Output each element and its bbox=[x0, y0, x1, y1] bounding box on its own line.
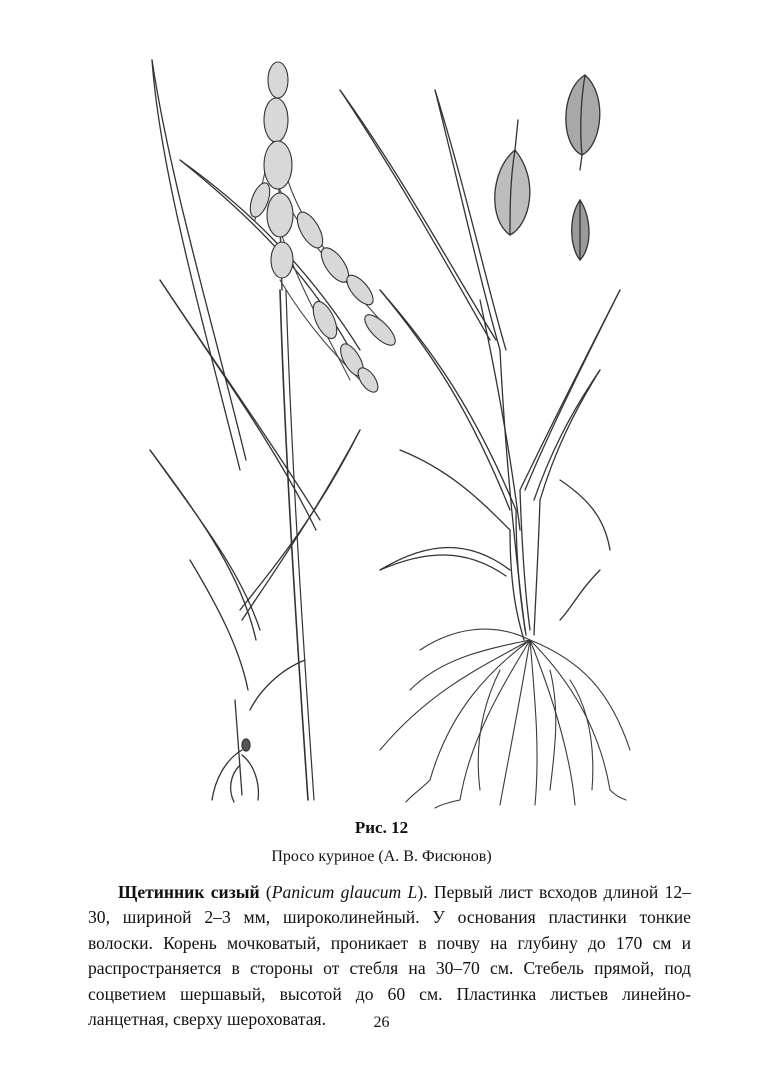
paragraph-rest: ). Первый лист всходов длиной 12–30, шириной 2–3 мм, широколинейный. У основания пластинки тонкие волоски. Корень мочковатый, проникает в почву на глубину до 170 см и распространяется в стороны от стебля на 30–70 см. Стебель прямой, под соцветием шершавый, высотой до 60 см. Пластинка листьев линейно-ланцетная, сверху шероховатая. bbox=[88, 882, 691, 1030]
leaf-left-lower bbox=[150, 450, 260, 630]
seed-1 bbox=[495, 150, 530, 235]
figure-label: Рис. 12 bbox=[354, 818, 409, 837]
figure-caption: Просо куриное (А. В. Фисюнов) bbox=[271, 848, 492, 865]
term: Щетинник сизый bbox=[118, 882, 260, 902]
panicle bbox=[246, 62, 399, 395]
right-plant-base bbox=[500, 350, 540, 640]
body-paragraph bbox=[88, 880, 691, 1032]
right-plant-leaves bbox=[340, 90, 620, 620]
stem-main bbox=[280, 290, 308, 800]
page-number: 26 bbox=[373, 1014, 390, 1031]
seeds bbox=[495, 75, 600, 260]
grass-drawing bbox=[130, 50, 640, 810]
open-paren: ( bbox=[259, 882, 272, 902]
latin-name: Panicum glaucum L bbox=[271, 882, 418, 902]
seedling bbox=[212, 700, 258, 802]
fibrous-roots bbox=[380, 629, 630, 808]
plant-illustration bbox=[130, 50, 640, 810]
